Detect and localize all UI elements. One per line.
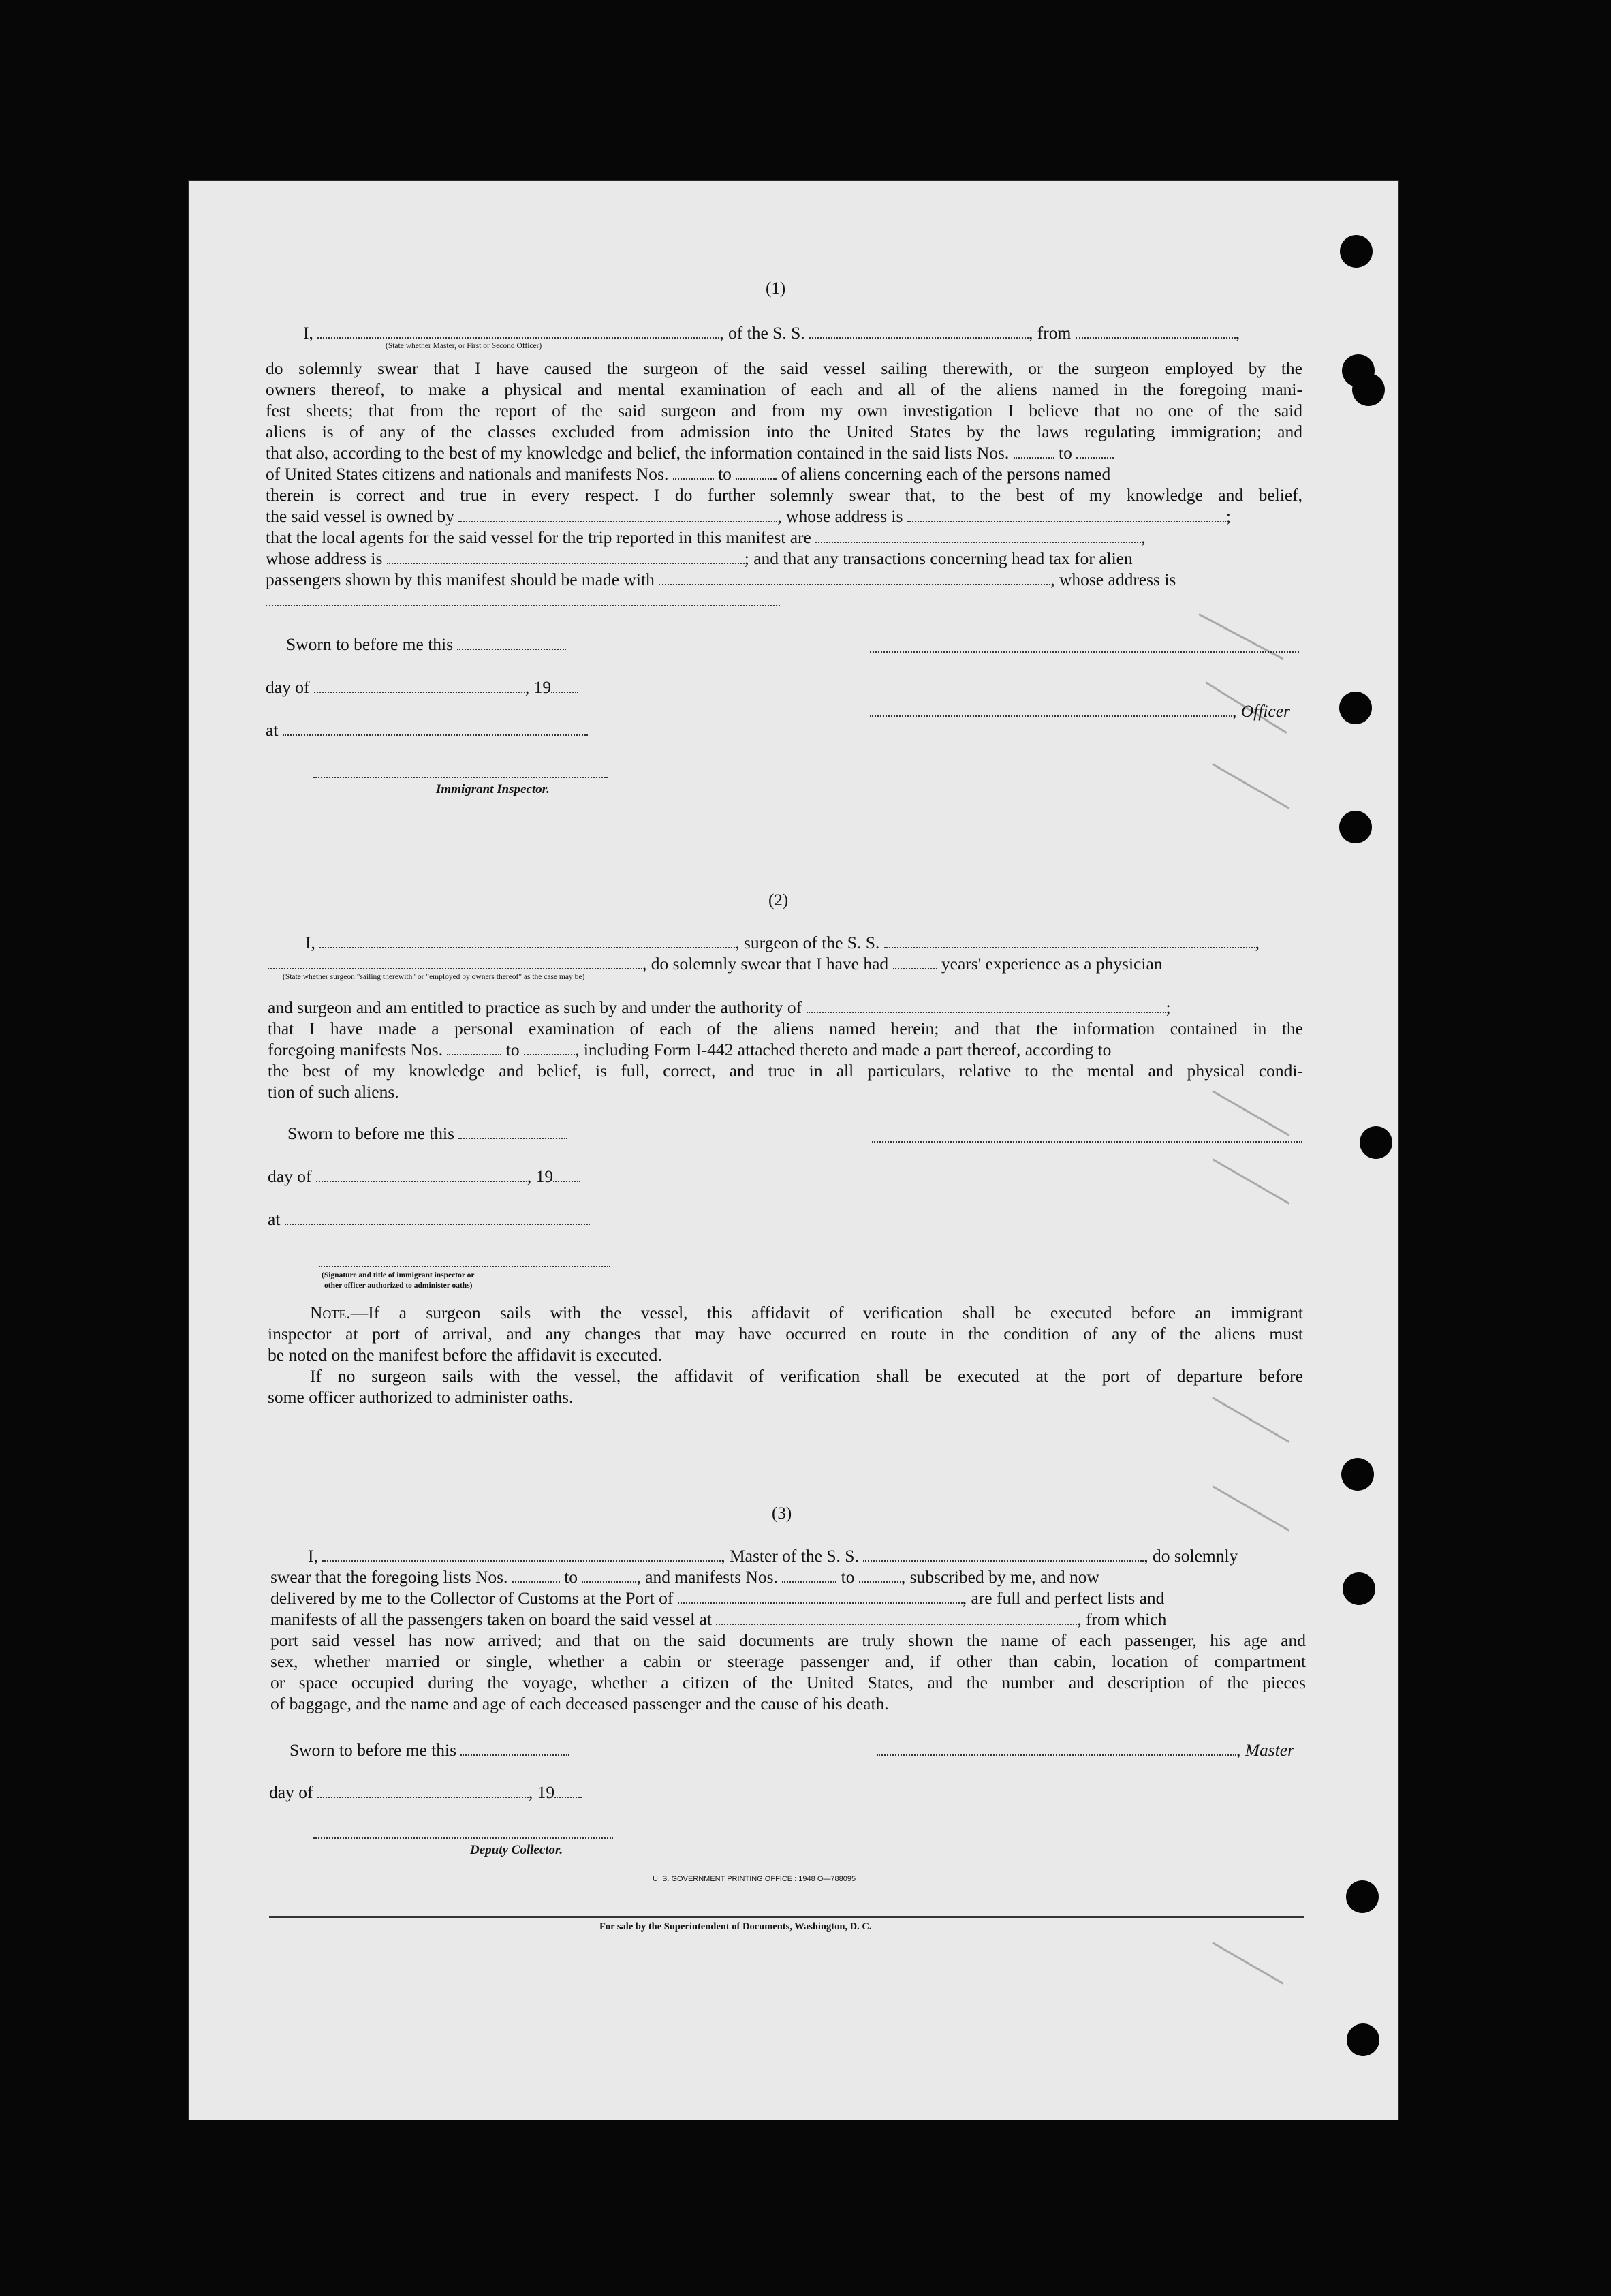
s1-body-line: owners thereof, to make a physical and mental examination of each and all of the aliens named in the foregoing mani- bbox=[266, 379, 1302, 399]
s1-place-field[interactable] bbox=[283, 728, 588, 736]
s3-line-4: manifests of all the passengers taken on board the said vessel at , from which bbox=[270, 1609, 1167, 1629]
s3-day-field[interactable] bbox=[317, 1790, 529, 1798]
s1-year-field[interactable] bbox=[551, 685, 578, 693]
s3-boarding-port-field[interactable] bbox=[716, 1617, 1077, 1625]
s1-at-line: at bbox=[266, 719, 588, 741]
punch-hole bbox=[1343, 1572, 1375, 1605]
s2-sworn-line: Sworn to before me this bbox=[287, 1123, 567, 1144]
s1-headtax-line: passengers shown by this manifest should be made with , whose address is bbox=[266, 570, 1176, 589]
s3-manifests-from-field[interactable] bbox=[782, 1574, 836, 1583]
s3-line-1: I, , Master of the S. S. , do solemnly bbox=[308, 1546, 1238, 1566]
s3-day-line: day of , 19 bbox=[269, 1782, 582, 1803]
owner-address-field[interactable] bbox=[907, 514, 1226, 522]
s2-place-field[interactable] bbox=[285, 1217, 590, 1225]
footer-rule bbox=[269, 1916, 1304, 1918]
s3-vessel-field[interactable] bbox=[863, 1553, 1144, 1562]
s2-manifests-from-field[interactable] bbox=[447, 1047, 501, 1055]
s1-agents-line: that the local agents for the said vessel for the trip reported in this manifest are , bbox=[266, 527, 1146, 547]
head-tax-address-field[interactable] bbox=[266, 605, 780, 606]
punch-hole bbox=[1360, 1126, 1392, 1159]
s3-manifests-to-field[interactable] bbox=[859, 1574, 901, 1583]
s2-year-field[interactable] bbox=[553, 1174, 580, 1182]
punch-hole bbox=[1352, 373, 1385, 406]
surgeon-status-field[interactable] bbox=[268, 961, 642, 969]
s3-body-line: or space occupied during the voyage, whether a citizen of the United States, and the number and description of the pieces bbox=[270, 1673, 1306, 1692]
s1-owner-line: the said vessel is owned by , whose address is ; bbox=[266, 506, 1231, 526]
s3-master-name-field[interactable] bbox=[322, 1553, 721, 1562]
years-experience-field[interactable] bbox=[893, 961, 937, 969]
s2-authority-line: and surgeon and am entitled to practice as such by and under the authority of ; bbox=[268, 997, 1171, 1017]
punch-hole bbox=[1340, 235, 1373, 268]
s1-officer-line: , Officer bbox=[870, 700, 1290, 722]
s1-state-note: (State whether Master, or First or Second Officer) bbox=[386, 342, 542, 350]
s2-body-line: that I have made a personal examination of each of the aliens named herein; and that the information contained in the bbox=[268, 1019, 1303, 1038]
s3-sworn-line: Sworn to before me this bbox=[290, 1739, 569, 1760]
s1-inspector-label: Immigrant Inspector. bbox=[436, 782, 550, 796]
punch-hole bbox=[1339, 811, 1372, 843]
s2-manifests-to-field[interactable] bbox=[524, 1047, 575, 1055]
s3-line-2: swear that the foregoing lists Nos. to , and manifests Nos. to , subscribed by me, and now bbox=[270, 1567, 1099, 1587]
s2-manifests-line: foregoing manifests Nos. to , including Form I-442 attached thereto and made a part thereof, according to bbox=[268, 1040, 1112, 1059]
s3-sworn-date-field[interactable] bbox=[460, 1748, 569, 1756]
s2-sig-note-1: (Signature and title of immigrant inspector or bbox=[322, 1271, 475, 1279]
punch-hole bbox=[1346, 1880, 1379, 1913]
s3-master-sig-line: , Master bbox=[877, 1739, 1294, 1760]
surgeon-signature-field[interactable] bbox=[872, 1141, 1302, 1143]
officer-signature-field[interactable] bbox=[870, 709, 1232, 717]
manifests-to-field[interactable] bbox=[736, 471, 777, 480]
s3-year-field[interactable] bbox=[554, 1790, 582, 1798]
surgeon-name-field[interactable] bbox=[319, 940, 735, 948]
s3-body-line: sex, whether married or single, whether a cabin or steerage passenger and, if other than cabin, location of compartment bbox=[270, 1651, 1306, 1671]
s3-lists-to-field[interactable] bbox=[582, 1574, 636, 1583]
s1-body-line: therein is correct and true in every respect. I do further solemnly swear that, to the best of my knowledge and belief, bbox=[266, 485, 1302, 505]
vessel-name-field[interactable] bbox=[809, 330, 1029, 339]
s2-body-line: tion of such aliens. bbox=[268, 1082, 399, 1102]
s1-body-line: do solemnly swear that I have caused the surgeon of the said vessel sailing therewith, or the surgeon employed by the bbox=[266, 358, 1302, 378]
agents-address-field[interactable] bbox=[387, 556, 745, 564]
s3-lists-from-field[interactable] bbox=[512, 1574, 560, 1583]
s2-note-line-1: Note.—If a surgeon sails with the vessel, this affidavit of verification shall be executed before an immigrant bbox=[310, 1303, 1303, 1322]
manifests-from-field[interactable] bbox=[673, 471, 714, 480]
s2-inspector-signature-field[interactable] bbox=[319, 1266, 610, 1267]
s2-at-line: at bbox=[268, 1209, 590, 1230]
punch-hole bbox=[1347, 2023, 1379, 2056]
lists-to-field[interactable] bbox=[1076, 450, 1114, 459]
section-3-number: (3) bbox=[772, 1504, 792, 1523]
s1-sworn-date-field[interactable] bbox=[457, 642, 566, 650]
s1-sworn-line: Sworn to before me this bbox=[286, 634, 566, 655]
s1-line-1: I, , of the S. S. , from , bbox=[303, 323, 1240, 343]
s1-day-line: day of , 19 bbox=[266, 677, 578, 698]
s1-signature-line-top[interactable] bbox=[870, 651, 1299, 653]
section-2-number: (2) bbox=[768, 891, 789, 910]
collector-label: Deputy Collector. bbox=[470, 1843, 563, 1857]
local-agents-field[interactable] bbox=[815, 535, 1141, 543]
s2-line-1: I, , surgeon of the S. S. , bbox=[305, 933, 1260, 952]
s1-manifests-line: of United States citizens and nationals and manifests Nos. to of aliens concerning each of the persons named bbox=[266, 464, 1111, 484]
s1-lists-line: that also, according to the best of my knowledge and belief, the information contained in the said lists Nos. to bbox=[266, 442, 1114, 463]
punch-hole bbox=[1339, 692, 1372, 724]
s3-body-line: of baggage, and the name and age of each deceased passenger and the cause of his death. bbox=[270, 1694, 889, 1713]
gpo-imprint: U. S. GOVERNMENT PRINTING OFFICE : 1948 O—788095 bbox=[653, 1875, 856, 1883]
s1-day-field[interactable] bbox=[314, 685, 525, 693]
punch-hole bbox=[1341, 1458, 1374, 1491]
section-1-number: (1) bbox=[766, 279, 786, 298]
s2-sig-note-2: other officer authorized to administer oaths) bbox=[324, 1282, 473, 1290]
s2-sworn-date-field[interactable] bbox=[458, 1131, 567, 1139]
master-name-field[interactable] bbox=[317, 330, 719, 339]
lists-from-field[interactable] bbox=[1014, 450, 1054, 459]
from-port-field[interactable] bbox=[1076, 330, 1236, 339]
collector-signature-field[interactable] bbox=[313, 1837, 613, 1839]
s2-note-line: be noted on the manifest before the affidavit is executed. bbox=[268, 1345, 662, 1365]
s2-day-line: day of , 19 bbox=[268, 1166, 580, 1187]
s1-inspector-signature-field[interactable] bbox=[313, 777, 608, 778]
master-signature-field[interactable] bbox=[877, 1748, 1236, 1756]
s2-vessel-field[interactable] bbox=[884, 940, 1255, 948]
head-tax-party-field[interactable] bbox=[659, 577, 1050, 585]
s2-note-line: some officer authorized to administer oaths. bbox=[268, 1387, 574, 1407]
s2-state-note: (State whether surgeon "sailing therewith" or "employed by owners thereof" as the case may be) bbox=[283, 973, 585, 981]
s1-body-line: aliens is of any of the classes excluded from admission into the United States by the laws regulating immigration; and bbox=[266, 422, 1302, 441]
s2-body-line: the best of my knowledge and belief, is full, correct, and true in all particulars, relative to the mental and physical condi- bbox=[268, 1061, 1303, 1081]
sale-notice: For sale by the Superintendent of Documents, Washington, D. C. bbox=[599, 1921, 872, 1932]
s3-body-line: port said vessel has now arrived; and that on the said documents are truly shown the name of each passenger, his age and bbox=[270, 1630, 1306, 1650]
s2-day-field[interactable] bbox=[316, 1174, 527, 1182]
s3-line-3: delivered by me to the Collector of Customs at the Port of , are full and perfect lists and bbox=[270, 1588, 1165, 1608]
s1-address-line: whose address is ; and that any transactions concerning head tax for alien bbox=[266, 548, 1133, 568]
s2-line-2: , do solemnly swear that I have had years' experience as a physician bbox=[268, 953, 1163, 974]
s2-note-line: inspector at port of arrival, and any changes that may have occurred en route in the condition of any of the aliens must bbox=[268, 1324, 1303, 1344]
owner-field[interactable] bbox=[458, 514, 777, 522]
authority-field[interactable] bbox=[807, 1005, 1166, 1013]
s1-body-line: fest sheets; that from the report of the said surgeon and from my own investigation I believe that no one of the said bbox=[266, 401, 1302, 420]
s2-note-line: If no surgeon sails with the vessel, the affidavit of verification shall be executed at the port of departure before bbox=[310, 1366, 1303, 1386]
s3-port-field[interactable] bbox=[678, 1596, 963, 1604]
